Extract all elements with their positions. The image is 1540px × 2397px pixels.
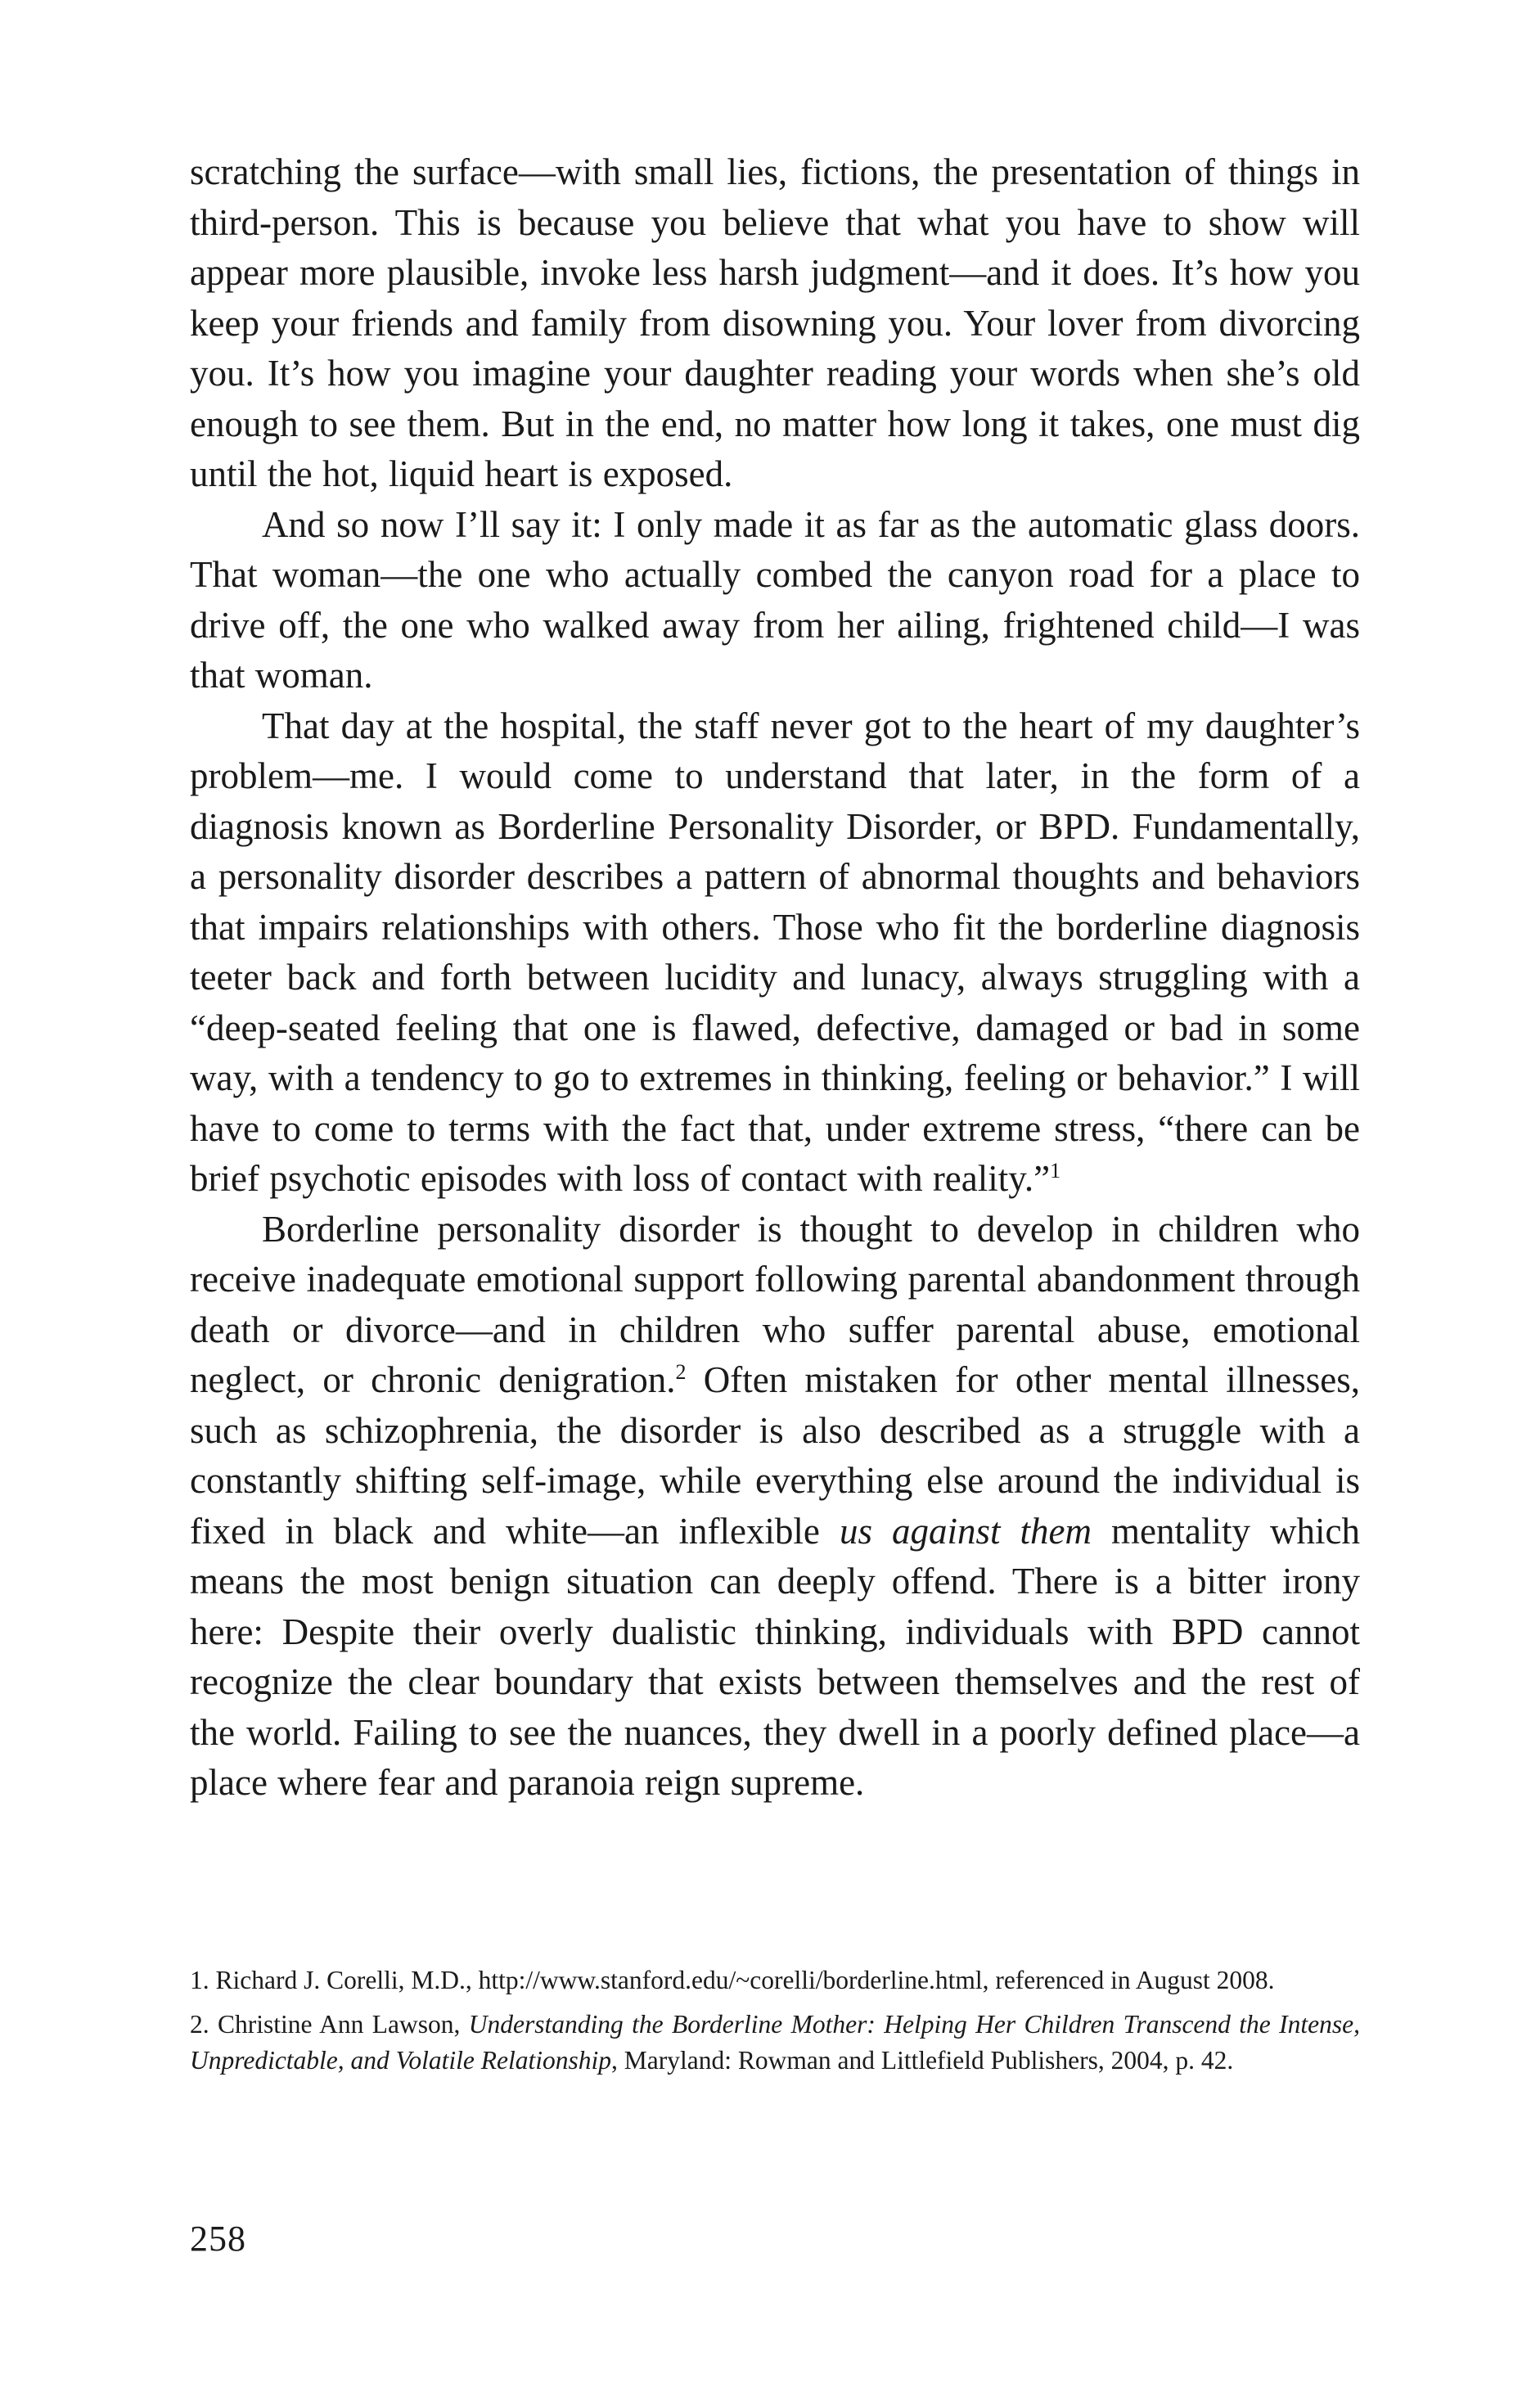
paragraph-4-text-a: Borderline personality disorder is thought to develop in children who receive inadequate emotional support following parental abandonment through death or divorce—and in children who suffer parental abuse, emotional neglect, or chronic denigration. [190, 1208, 1360, 1400]
footnote-2-text-a: 2. Christine Ann Lawson, [190, 2009, 469, 2039]
paragraph-2-text: And so now I’ll say it: I only made it as far as the automatic glass doors. That woman—the one who actually combed the canyon road for a place to drive off, the one who walked away from her ailing, frightened child—I was that woman. [190, 503, 1360, 696]
paragraph-4-text-c: mentality which means the most benign situation can deeply offend. There is a bitter irony here: Despite their overly dualistic thinking, individuals with BPD cannot recognize the clear boundary that exists between themselves and the rest of the world. Failing to see the nuances, they dwell in a poorly defined place—a place where fear and paranoia reign supreme. [190, 1510, 1360, 1803]
page-number: 258 [190, 2219, 246, 2259]
paragraph-3-text: That day at the hospital, the staff never got to the heart of my daughter’s problem—me. I would come to understand that later, in the form of a diagnosis known as Borderline Personality Disorder, or BPD. Fundamentally, a personality disorder describes a pattern of abnormal thoughts and behaviors that impairs relationships with others. Those who fit the borderline diagnosis teeter back and forth between lucidity and lunacy, always struggling with a “deep-seated feeling that one is flawed, defective, damaged or bad in some way, with a tendency to go to extremes in thinking, feeling or behavior.” I will have to come to terms with the fact that, under extreme stress, “there can be brief psychotic episodes with loss of contact with reality.” [190, 705, 1360, 1199]
footnote-2-text-b: , Maryland: Rowman and Littlefield Publishers, 2004, p. 42. [611, 2046, 1234, 2075]
paragraph-1-text: scratching the surface—with small lies, fictions, the presentation of things in third-person. This is because you believe that what you have to show will appear more plausible, invoke less harsh judgment—and it does. It’s how you keep your friends and family from disowning you. Your lover from divorcing you. It’s how you imagine your daughter reading your words when she’s old enough to see them. But in the end, no matter how long it takes, one must dig until the hot, liquid heart is exposed. [190, 151, 1360, 494]
paragraph-4-italic-phrase: us against them [839, 1510, 1092, 1552]
paragraph-4 [190, 1205, 1360, 1809]
footnote-ref-2: 2 [675, 1360, 687, 1384]
paragraph-4-text-b: Often mistaken for other mental illnesses, such as schizophrenia, the disorder is also described as a struggle with a constantly shifting self-image, while everything else around the individual is fixed in black and white—an inflexible [190, 1359, 1360, 1552]
footnote-1-text: 1. Richard J. Corelli, M.D., http://www.stanford.edu/~corelli/borderline.html, referenced in August 2008. [190, 1966, 1275, 1994]
footnotes [190, 1962, 1360, 2087]
paragraph-1 [190, 147, 1360, 500]
footnote-2-book-title: Understanding the Borderline Mother: Helping Her Children Transcend the Intense, Unpredictable, and Volatile Relationship [190, 2009, 1360, 2075]
body-text [190, 147, 1360, 1809]
footnote-ref-1: 1 [1050, 1159, 1061, 1183]
paragraph-3 [190, 701, 1360, 1205]
footnote-1 [190, 1962, 1360, 1999]
footnote-2 [190, 2007, 1360, 2079]
paragraph-2 [190, 500, 1360, 701]
